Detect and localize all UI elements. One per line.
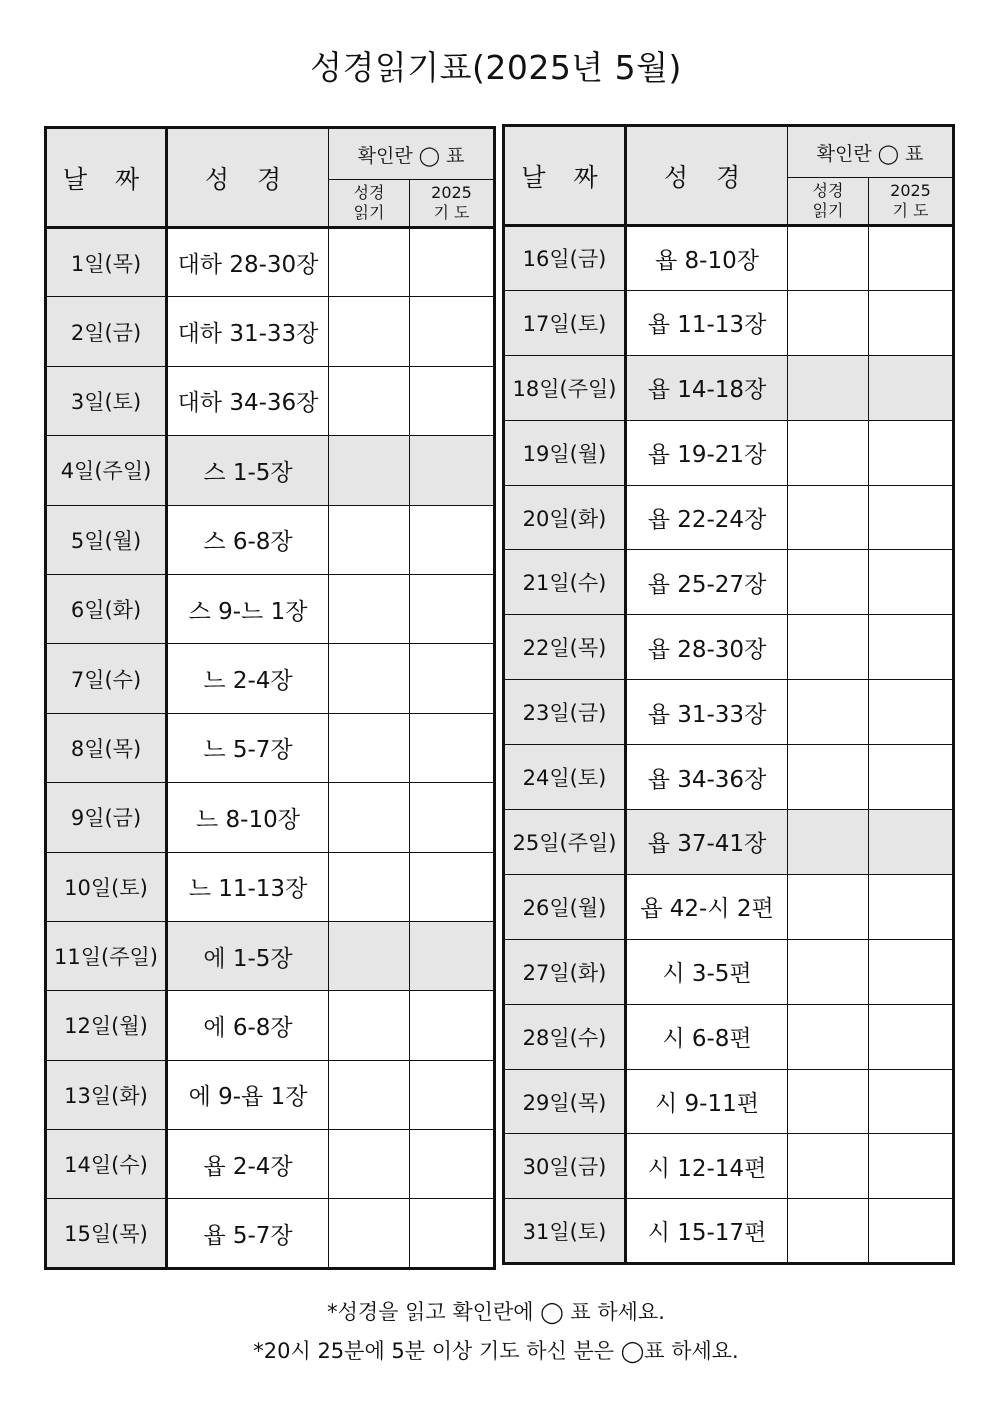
pray-check-cell[interactable] [869,810,954,875]
reading-table-left [44,126,496,1270]
table-row [46,1060,495,1129]
pray-check-cell[interactable] [869,226,954,291]
header-read-line2: 읽기 [812,201,844,220]
date-cell: 18일(주일) [504,355,626,420]
table-row [46,921,495,990]
read-check-cell[interactable] [329,1199,410,1268]
read-check-cell[interactable] [329,713,410,782]
table-row [46,505,495,574]
pray-check-cell[interactable] [869,355,954,420]
header-pray [410,180,495,228]
table-row [504,1134,954,1199]
reading-cell: 욥 14-18장 [626,355,788,420]
reading-cell: 스 9-느 1장 [167,574,329,643]
reading-cell: 에 9-욥 1장 [167,1060,329,1129]
date-cell: 6일(화) [46,574,167,643]
pray-check-cell[interactable] [410,1060,495,1129]
read-check-cell[interactable] [788,874,869,939]
reading-cell: 시 12-14편 [626,1134,788,1199]
table-row [46,644,495,713]
table-row [46,783,495,852]
table-row [46,574,495,643]
reading-cell: 욥 37-41장 [626,810,788,875]
date-cell: 9일(금) [46,783,167,852]
reading-cell: 욥 5-7장 [167,1199,329,1268]
pray-check-cell[interactable] [869,1069,954,1134]
table-row [46,366,495,435]
date-cell: 26일(월) [504,874,626,939]
table-row [504,1069,954,1134]
date-cell: 8일(목) [46,713,167,782]
pray-check-cell[interactable] [869,485,954,550]
instruction-note-pray: *20시 25분에 5분 이상 기도 하신 분은 ◯표 하세요. [253,1339,739,1363]
pray-check-cell[interactable] [410,505,495,574]
header-pray-line1: 2025 [431,183,472,202]
table-row [46,991,495,1060]
reading-cell: 욥 42-시 2편 [626,874,788,939]
table-row [504,290,954,355]
right-rows [504,226,954,1264]
reading-cell: 욥 34-36장 [626,745,788,810]
reading-cell: 시 9-11편 [626,1069,788,1134]
date-cell: 27일(화) [504,939,626,1004]
date-cell: 19일(월) [504,420,626,485]
table-row [46,1199,495,1268]
header-pray [869,178,954,226]
read-check-cell[interactable] [788,226,869,291]
pray-check-cell[interactable] [869,290,954,355]
reading-cell: 욥 25-27장 [626,550,788,615]
read-check-cell[interactable] [329,366,410,435]
pray-check-cell[interactable] [410,921,495,990]
table-row [46,713,495,782]
pray-check-cell[interactable] [869,874,954,939]
date-cell: 30일(금) [504,1134,626,1199]
pray-check-cell[interactable] [410,574,495,643]
pray-check-cell[interactable] [410,228,495,297]
date-cell: 28일(수) [504,1004,626,1069]
date-cell: 2일(금) [46,297,167,366]
date-cell: 20일(화) [504,485,626,550]
read-check-cell[interactable] [788,680,869,745]
header-check: 확인란 ◯ 표 [329,128,495,180]
date-cell: 29일(목) [504,1069,626,1134]
table-row [504,615,954,680]
header-pray-line2: 기 도 [892,201,929,220]
date-cell: 7일(수) [46,644,167,713]
read-check-cell[interactable] [788,1134,869,1199]
read-check-cell[interactable] [788,615,869,680]
read-check-cell[interactable] [329,1060,410,1129]
header-read-line2: 읽기 [353,203,385,222]
reading-cell: 욥 31-33장 [626,680,788,745]
reading-cell: 욥 11-13장 [626,290,788,355]
table-row [504,226,954,291]
left-rows [46,228,495,1269]
reading-cell: 대하 31-33장 [167,297,329,366]
table-row [46,228,495,297]
header-read [788,178,869,226]
header-check: 확인란 ◯ 표 [788,126,954,178]
date-cell: 3일(토) [46,366,167,435]
table-row [504,550,954,615]
read-check-cell[interactable] [329,921,410,990]
table-row [504,680,954,745]
pray-check-cell[interactable] [410,1199,495,1268]
reading-cell: 느 5-7장 [167,713,329,782]
reading-cell: 에 1-5장 [167,921,329,990]
read-check-cell[interactable] [788,1069,869,1134]
pray-check-cell[interactable] [869,745,954,810]
read-check-cell[interactable] [788,810,869,875]
date-cell: 4일(주일) [46,436,167,505]
read-check-cell[interactable] [329,574,410,643]
read-check-cell[interactable] [788,745,869,810]
pray-check-cell[interactable] [869,1004,954,1069]
reading-cell: 에 6-8장 [167,991,329,1060]
read-check-cell[interactable] [329,228,410,297]
pray-check-cell[interactable] [869,939,954,1004]
instruction-note-read: *성경을 읽고 확인란에 ◯ 표 하세요. [327,1300,665,1324]
reading-table-right [502,124,955,1265]
table-row [504,485,954,550]
pray-check-cell[interactable] [869,680,954,745]
reading-cell: 시 3-5편 [626,939,788,1004]
header-scripture: 성 경 [626,126,788,226]
pray-check-cell[interactable] [869,550,954,615]
read-check-cell[interactable] [329,644,410,713]
read-check-cell[interactable] [788,1004,869,1069]
table-row [504,1199,954,1264]
table-row [504,810,954,875]
pray-check-cell[interactable] [869,1199,954,1264]
header-scripture: 성 경 [167,128,329,228]
date-cell: 15일(목) [46,1199,167,1268]
table-row [46,436,495,505]
header-pray-line2: 기 도 [433,203,470,222]
read-check-cell[interactable] [788,420,869,485]
date-cell: 10일(토) [46,852,167,921]
date-cell: 22일(목) [504,615,626,680]
read-check-cell[interactable] [329,505,410,574]
pray-check-cell[interactable] [410,991,495,1060]
date-cell: 23일(금) [504,680,626,745]
reading-cell: 시 15-17편 [626,1199,788,1264]
pray-check-cell[interactable] [410,783,495,852]
table-row [46,852,495,921]
read-check-cell[interactable] [788,355,869,420]
read-check-cell[interactable] [788,550,869,615]
read-check-cell[interactable] [788,939,869,1004]
pray-check-cell[interactable] [869,1134,954,1199]
date-cell: 1일(목) [46,228,167,297]
pray-check-cell[interactable] [410,713,495,782]
date-cell: 16일(금) [504,226,626,291]
pray-check-cell[interactable] [410,1130,495,1199]
date-cell: 25일(주일) [504,810,626,875]
table-row [504,745,954,810]
reading-cell: 스 6-8장 [167,505,329,574]
pray-check-cell[interactable] [410,852,495,921]
read-check-cell[interactable] [329,991,410,1060]
reading-cell: 대하 28-30장 [167,228,329,297]
date-cell: 17일(토) [504,290,626,355]
read-check-cell[interactable] [788,290,869,355]
pray-check-cell[interactable] [869,420,954,485]
reading-cell: 욥 19-21장 [626,420,788,485]
table-row [46,1130,495,1199]
reading-cell: 욥 8-10장 [626,226,788,291]
header-pray-line1: 2025 [890,181,931,200]
reading-cell: 느 8-10장 [167,783,329,852]
reading-cell: 느 2-4장 [167,644,329,713]
table-row [504,355,954,420]
date-cell: 13일(화) [46,1060,167,1129]
read-check-cell[interactable] [788,1199,869,1264]
read-check-cell[interactable] [329,783,410,852]
pray-check-cell[interactable] [410,644,495,713]
date-cell: 11일(주일) [46,921,167,990]
date-cell: 12일(월) [46,991,167,1060]
reading-cell: 느 11-13장 [167,852,329,921]
pray-check-cell[interactable] [410,436,495,505]
date-cell: 24일(토) [504,745,626,810]
pray-check-cell[interactable] [410,297,495,366]
reading-cell: 대하 34-36장 [167,366,329,435]
table-row [46,297,495,366]
pray-check-cell[interactable] [869,615,954,680]
reading-cell: 시 6-8편 [626,1004,788,1069]
table-row [504,939,954,1004]
read-check-cell[interactable] [329,852,410,921]
header-read-line1: 성경 [812,181,844,200]
header-read [329,180,410,228]
page-title: 성경읽기표(2025년 5월) [310,48,682,87]
header-date: 날 짜 [504,126,626,226]
read-check-cell[interactable] [329,297,410,366]
table-row [504,1004,954,1069]
reading-cell: 욥 28-30장 [626,615,788,680]
read-check-cell[interactable] [329,436,410,505]
table-row [504,874,954,939]
date-cell: 31일(토) [504,1199,626,1264]
date-cell: 5일(월) [46,505,167,574]
read-check-cell[interactable] [329,1130,410,1199]
header-date: 날 짜 [46,128,167,228]
header-read-line1: 성경 [353,183,385,202]
reading-cell: 스 1-5장 [167,436,329,505]
reading-cell: 욥 22-24장 [626,485,788,550]
read-check-cell[interactable] [788,485,869,550]
date-cell: 21일(수) [504,550,626,615]
date-cell: 14일(수) [46,1130,167,1199]
pray-check-cell[interactable] [410,366,495,435]
reading-cell: 욥 2-4장 [167,1130,329,1199]
table-row [504,420,954,485]
